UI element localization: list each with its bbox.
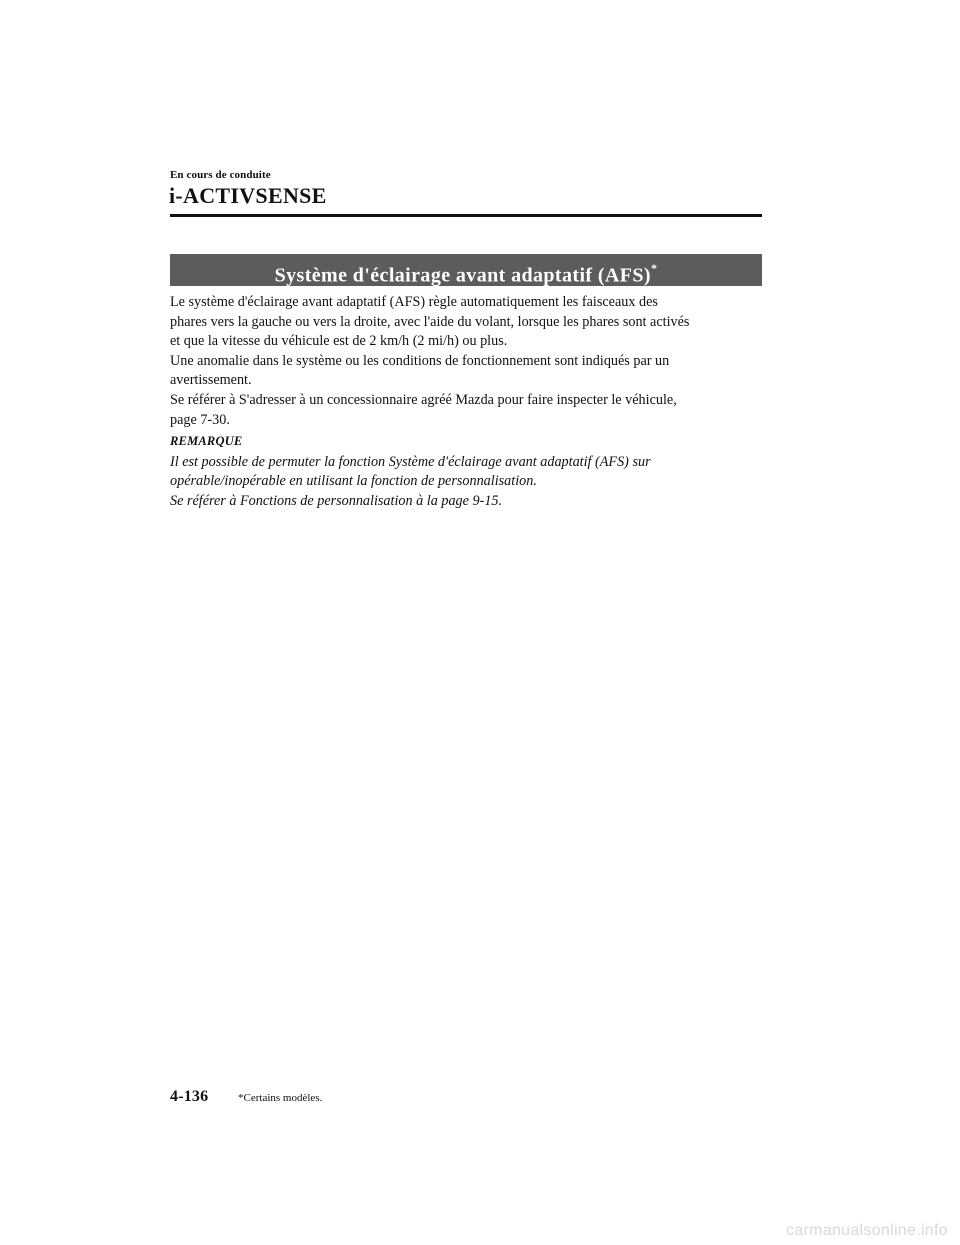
body-line: Le système d'éclairage avant adaptatif (AFS) règle automatiquement les faisceaux des bbox=[170, 294, 658, 310]
note-title: REMARQUE bbox=[170, 434, 243, 448]
footnote: *Certains modèles. bbox=[238, 1092, 323, 1104]
body-line: avertissement. bbox=[170, 372, 252, 389]
body-line: et que la vitesse du véhicule est de 2 km/h (2 mi/h) ou plus. bbox=[170, 333, 508, 350]
page-number: 4-136 bbox=[170, 1088, 209, 1105]
note-line: opérable/inopérable en utilisant la fonction de personnalisation. bbox=[170, 473, 537, 490]
watermark: carmanualsonline.info bbox=[786, 1222, 948, 1239]
note-line: Se référer à Fonctions de personnalisation à la page 9-15. bbox=[170, 492, 503, 509]
body-line: phares vers la gauche ou vers la droite, avec l'aide du volant, lorsque les phares sont activés bbox=[170, 313, 690, 330]
section-heading-text: Système d'éclairage avant adaptatif (AFS) bbox=[274, 264, 651, 287]
note-line: Il est possible de permuter la fonction Système d'éclairage avant adaptatif (AFS) sur bbox=[170, 453, 651, 470]
chapter-rule bbox=[170, 214, 762, 217]
body-line: page 7-30. bbox=[170, 411, 230, 428]
body-text bbox=[170, 293, 770, 430]
note-block bbox=[170, 432, 770, 511]
chapter-title: i-ACTIVSENSE bbox=[169, 183, 327, 208]
body-line: Se référer à S'adresser à un concessionnaire agréé Mazda pour faire inspecter le véhicule, bbox=[170, 391, 677, 408]
body-line: Une anomalie dans le système ou les conditions de fonctionnement sont indiqués par un bbox=[170, 352, 670, 369]
certain-models-mark: * bbox=[650, 261, 658, 275]
section-label: En cours de conduite bbox=[170, 169, 271, 181]
section-heading bbox=[170, 254, 762, 286]
